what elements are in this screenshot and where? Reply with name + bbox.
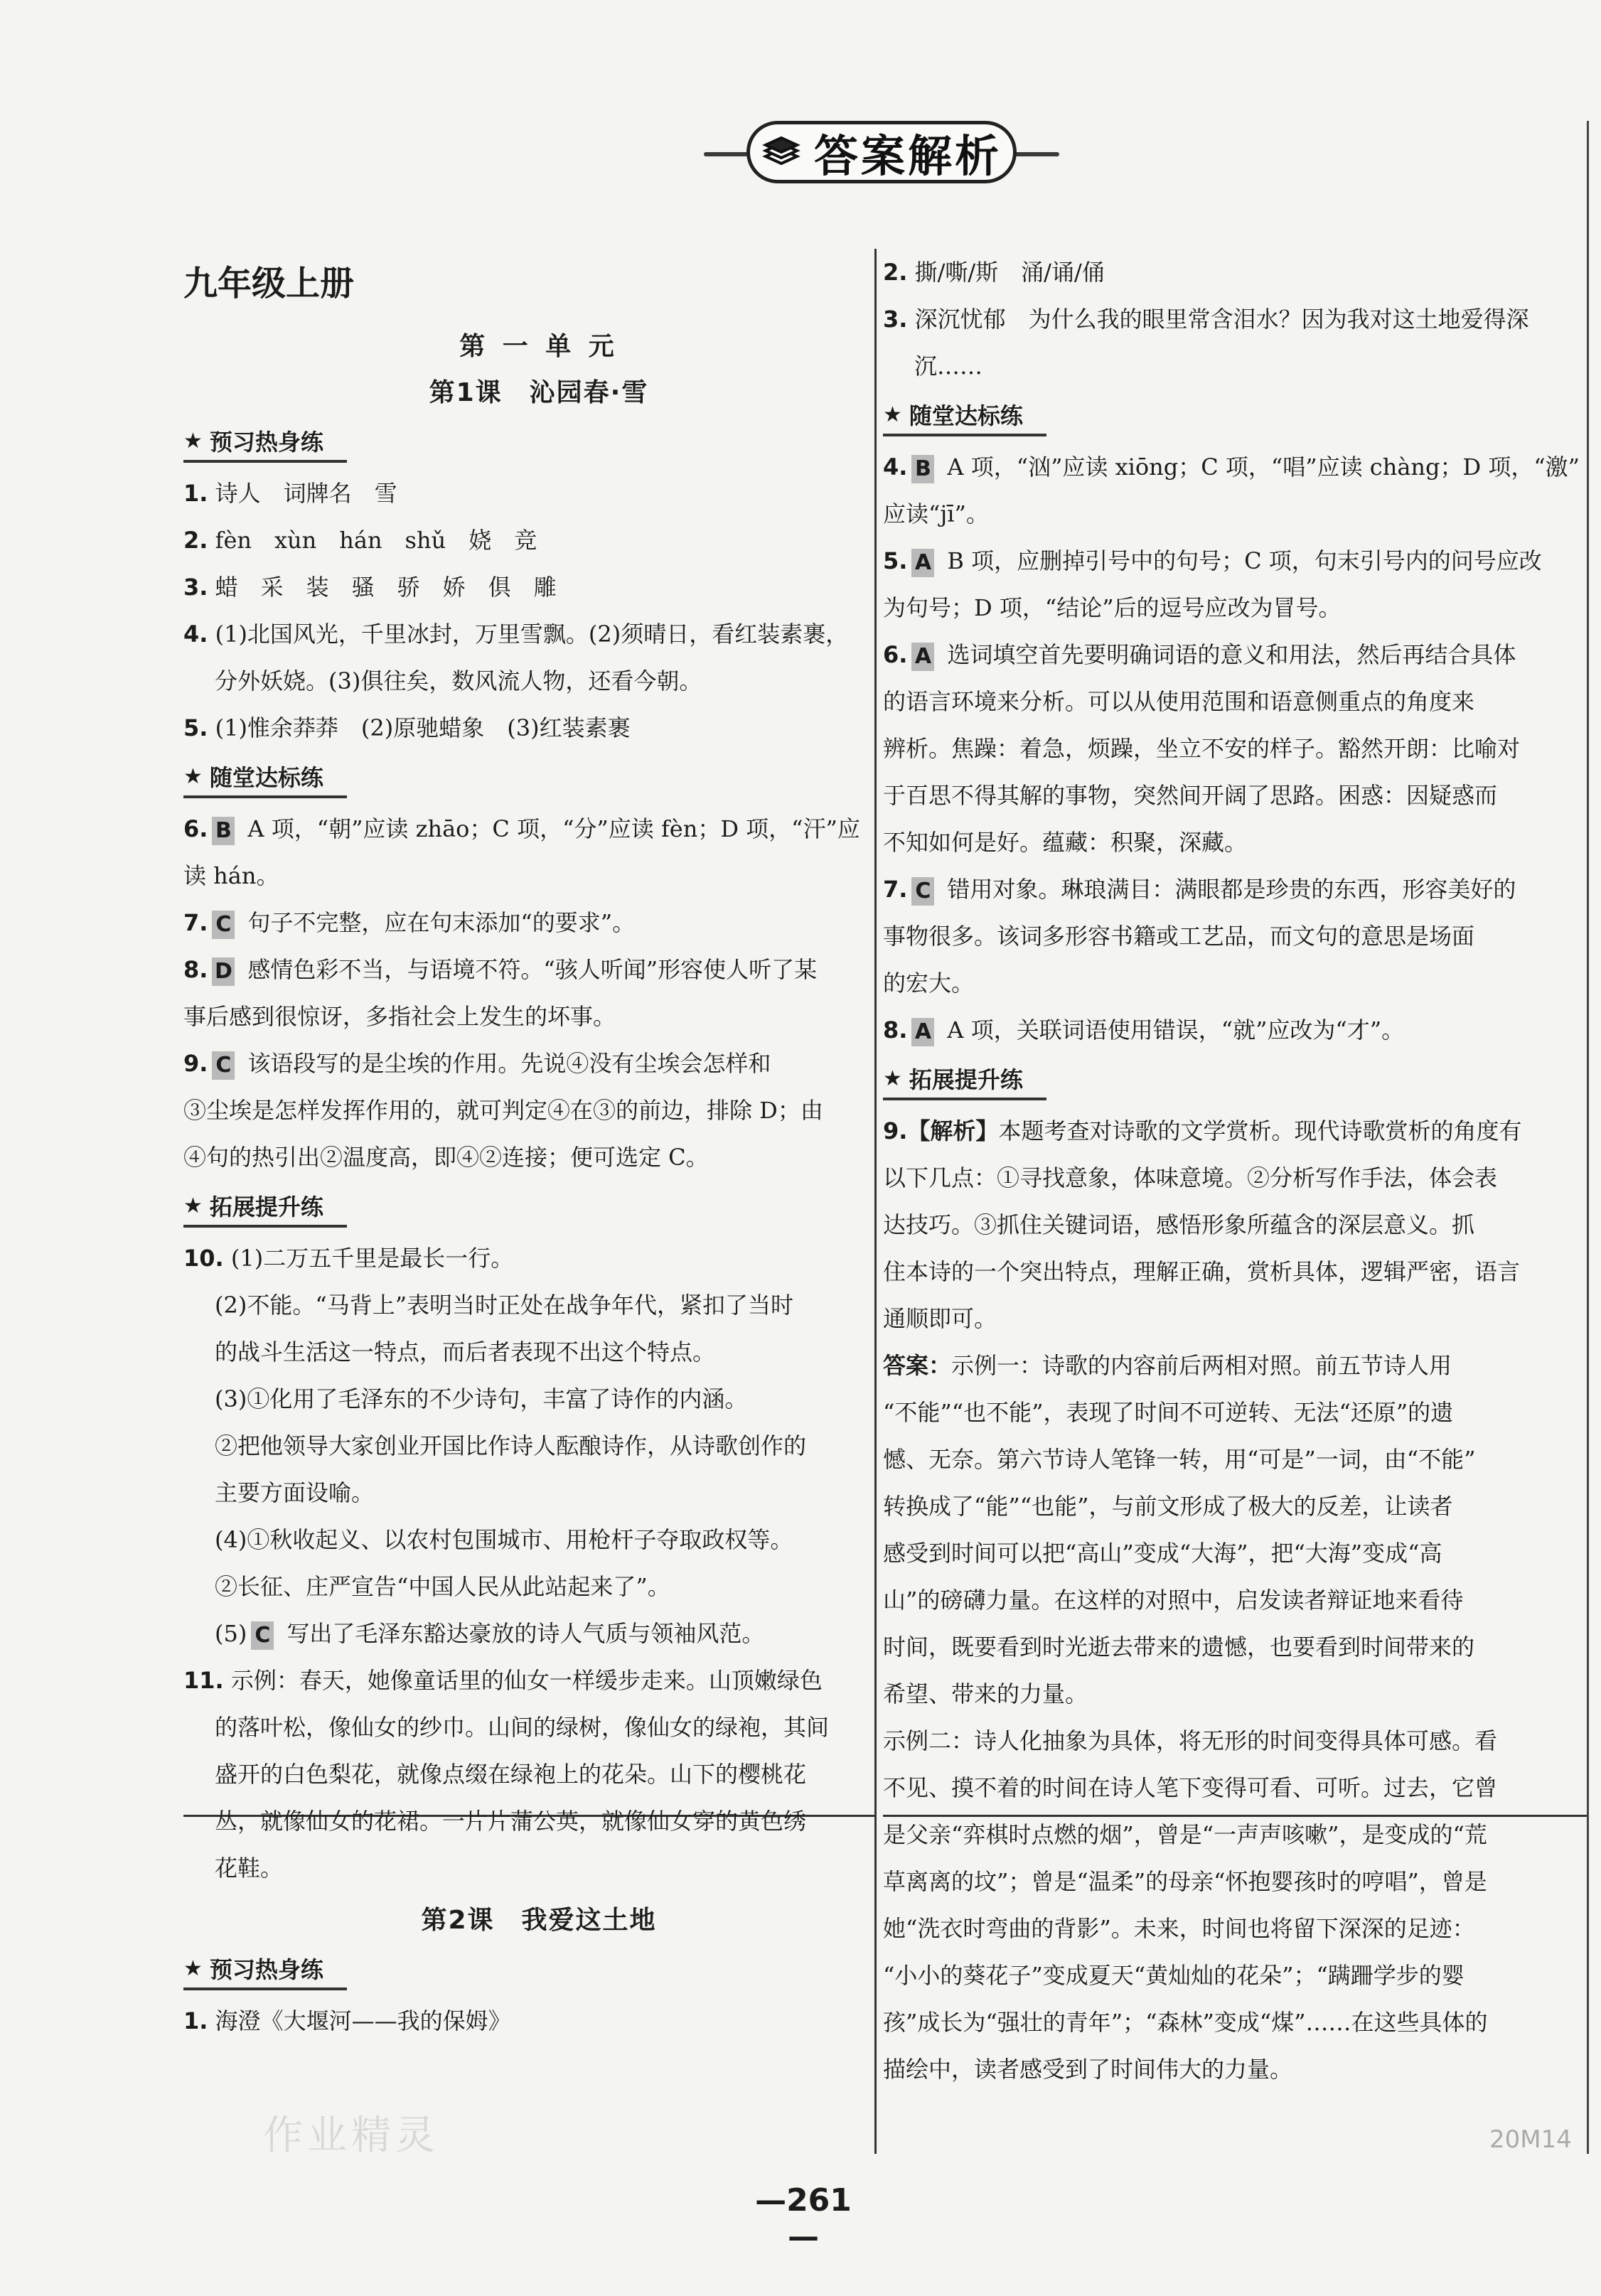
answer-line: 7. C 句子不完整，应在句末添加“的要求”。	[183, 899, 894, 946]
answer-line: 2. 撕/嘶/斯 涌/诵/俑	[883, 259, 1105, 286]
answer-line: 憾、无奈。第六节诗人笔锋一转，用“可是”一词，由“不能”	[883, 1446, 1476, 1473]
answer-line: 通顺即可。	[883, 1305, 997, 1332]
section-heading: ★ 拓展提升练	[883, 1062, 1594, 1100]
section-heading: ★ 随堂达标练	[883, 398, 1594, 436]
answer-line: 的落叶松，像仙女的纱巾。山间的绿树，像仙女的绿袍，其间	[215, 1714, 830, 1741]
star-icon: ★	[183, 1956, 203, 1981]
choice-badge: C	[911, 877, 934, 906]
choice-badge: A	[911, 549, 934, 577]
answer-line: 转换成了“能”“也能”，与前文形成了极大的反差，让读者	[883, 1493, 1453, 1520]
answer-line: 1. 诗人 词牌名 雪	[183, 480, 397, 507]
answer-line: 孩”成长为“强壮的青年”；“森林”变成“煤”……在这些具体的	[883, 2009, 1488, 2036]
answer-line: 应读“jī”。	[883, 500, 989, 527]
answer-line: “不能”“也不能”，表现了时间不可逆转、无法“还原”的遗	[883, 1399, 1454, 1426]
answer-line: 1. 海澄《大堰河——我的保姆》	[183, 2007, 511, 2034]
answer-line: 读 hán。	[183, 862, 279, 889]
answer-line: 于百思不得其解的事物，突然间开阔了思路。困惑：因疑惑而	[883, 782, 1498, 809]
star-icon: ★	[183, 763, 203, 789]
corner-mark: 20M14	[1489, 2125, 1572, 2154]
answer-line: 事物很多。该词多形容书籍或工艺品，而文句的意思是场面	[883, 923, 1475, 950]
answer-line: ④句的热引出②温度高，即④②连接；便可选定 C。	[183, 1144, 709, 1171]
answer-line: 盛开的白色梨花，就像点缀在绿袍上的花朵。山下的樱桃花	[215, 1761, 807, 1788]
answer-line: 希望、带来的力量。	[883, 1680, 1088, 1707]
header-rule-left	[704, 152, 748, 156]
answer-line: ③尘埃是怎样发挥作用的，就可判定④在③的前边，排除 D；由	[183, 1097, 823, 1124]
watermark: 作业精灵	[263, 2113, 439, 2159]
answer-line: “小小的葵花子”变成夏天“黄灿灿的花朵”；“蹒跚学步的婴	[883, 1962, 1465, 1989]
answer-line: 时间，既要看到时光逝去带来的遗憾，也要看到时间带来的	[883, 1634, 1475, 1661]
answer-line: 3. 蜡 采 装 骚 骄 娇 俱 雕	[183, 574, 557, 601]
choice-badge: C	[212, 911, 235, 939]
answer-line: 9.【解析】本题考查对诗歌的文学赏析。现代诗歌赏析的角度有	[883, 1117, 1522, 1144]
answer-line: 答案：示例一：诗歌的内容前后两相对照。前五节诗人用	[883, 1352, 1452, 1379]
section-heading: ★ 随堂达标练	[183, 760, 894, 798]
answer-line: 主要方面设喻。	[215, 1479, 375, 1506]
grade-title: 九年级上册	[183, 264, 355, 304]
answer-line: (2)不能。“马背上”表明当时正处在战争年代，紧扣了当时	[215, 1292, 794, 1319]
answer-line: 2. fèn xùn hán shǔ 娆 竞	[183, 527, 537, 554]
section-heading: ★ 预习热身练	[183, 424, 894, 463]
answer-line: 是父亲“弈棋时点燃的烟”，曾是“一声声咳嗽”，是变成的“荒	[883, 1821, 1487, 1848]
answer-line: 不见、摸不着的时间在诗人笔下变得可看、可听。过去，它曾	[883, 1774, 1498, 1801]
page-number: —261 —	[755, 2182, 852, 2255]
answer-line: 8. A A 项，关联词语使用错误，“就”应改为“才”。	[883, 1007, 1594, 1053]
answer-line: 沉……	[914, 353, 983, 380]
answer-line: 的语言环境来分析。可以从使用范围和语意侧重点的角度来	[883, 688, 1475, 715]
section-heading: ★ 预习热身练	[183, 1952, 894, 1990]
answer-line: ②长征、庄严宣告“中国人民从此站起来了”。	[215, 1573, 670, 1600]
answer-line: 8. D 感情色彩不当，与语境不符。“骇人听闻”形容使人听了某	[183, 946, 894, 993]
answer-line: 描绘中，读者感受到了时间伟大的力量。	[883, 2056, 1293, 2083]
answer-line: (3)①化用了毛泽东的不少诗句，丰富了诗作的内涵。	[215, 1385, 748, 1412]
section-heading: ★ 拓展提升练	[183, 1189, 894, 1228]
star-icon: ★	[883, 402, 902, 427]
answer-line: 11. 示例：春天，她像童话里的仙女一样缓步走来。山顶嫩绿色	[183, 1667, 823, 1694]
answer-line: 山”的磅礴力量。在这样的对照中，启发读者辩证地来看待	[883, 1587, 1464, 1614]
unit-title: 第 一 单 元	[459, 332, 619, 361]
answer-line: 7. C 错用对象。琳琅满目：满眼都是珍贵的东西，形容美好的	[883, 866, 1594, 913]
answer-line: 3. 深沉忧郁 为什么我的眼里常含泪水？因为我对这土地爱得深	[883, 306, 1529, 333]
answer-line: 丛，就像仙女的花裙。一片片蒲公英，就像仙女穿的黄色绣	[215, 1808, 807, 1835]
answer-line: 花鞋。	[215, 1855, 284, 1882]
lesson-title: 第2课 我爱这土地	[421, 1906, 657, 1935]
header-rule-right	[1015, 152, 1059, 156]
left-column	[183, 249, 894, 2044]
answer-line: 6. B A 项，“朝”应读 zhāo；C 项，“分”应读 fèn；D 项，“汗”应	[183, 805, 894, 852]
lesson-title: 第1课 沁园春·雪	[429, 378, 649, 407]
answer-line: 9. C 该语段写的是尘埃的作用。先说④没有尘埃会怎样和	[183, 1040, 894, 1087]
answer-line: 4. B A 项，“汹”应读 xiōng；C 项，“唱”应读 chàng；D 项，“激”	[883, 444, 1594, 490]
answer-line: 4. (1)北国风光，千里冰封，万里雪飘。(2)须晴日，看红装素裹，	[183, 621, 849, 648]
choice-badge: A	[911, 643, 934, 671]
answer-line: (4)①秋收起义、以农村包围城市、用枪杆子夺取政权等。	[215, 1526, 793, 1553]
answer-line: 10. (1)二万五千里是最长一行。	[183, 1245, 514, 1272]
star-icon: ★	[183, 428, 203, 454]
answer-line: 住本诗的一个突出特点，理解正确，赏析具体，逻辑严密，语言	[883, 1258, 1521, 1285]
answer-line: 达技巧。③抓住关键词语，感悟形象所蕴含的深层意义。抓	[883, 1211, 1475, 1238]
answer-line: 为句号；D 项，“结论”后的逗号应改为冒号。	[883, 594, 1342, 621]
answer-line: 的战斗生活这一特点，而后者表现不出这个特点。	[215, 1339, 716, 1366]
choice-badge: C	[212, 1051, 235, 1080]
answer-line: 分外妖娆。(3)俱往矣，数风流人物，还看今朝。	[215, 667, 702, 694]
answer-line: (5) C 写出了毛泽东豁达豪放的诗人气质与领袖风范。	[183, 1610, 894, 1657]
answer-line: 以下几点：①寻找意象，体味意境。②分析写作手法，体会表	[883, 1164, 1498, 1191]
header-badge	[746, 121, 1017, 183]
books-icon	[761, 132, 801, 172]
answer-line: ②把他领导大家创业开国比作诗人酝酿诗作，从诗歌创作的	[215, 1432, 807, 1459]
header-title: 答案解析	[813, 129, 1002, 182]
answer-line: 6. A 选词填空首先要明确词语的意义和用法，然后再结合具体	[883, 631, 1594, 678]
answer-line: 5. A B 项，应删掉引号中的句号；C 项，句末引号内的问号应改	[883, 537, 1594, 584]
page-header	[704, 121, 1059, 185]
answer-line: 草离离的坟”；曾是“温柔”的母亲“怀抱婴孩时的哼唱”，曾是	[883, 1868, 1487, 1895]
star-icon: ★	[883, 1066, 902, 1091]
answer-line: 5. (1)惟余莽莽 (2)原驰蜡象 (3)红装素裹	[183, 714, 631, 741]
choice-badge: C	[251, 1621, 274, 1650]
answer-line: 不知如何是好。蕴藏：积聚，深藏。	[883, 829, 1248, 856]
answer-line: 事后感到很惊讶，多指社会上发生的坏事。	[183, 1003, 616, 1030]
answer-line: 的宏大。	[883, 970, 975, 997]
right-column	[883, 249, 1594, 2093]
choice-badge: D	[212, 957, 235, 986]
answer-line: 感受到时间可以把“高山”变成“大海”，把“大海”变成“高	[883, 1540, 1442, 1567]
answer-line: 示例二：诗人化抽象为具体，将无形的时间变得具体可感。看	[883, 1727, 1498, 1754]
choice-badge: B	[212, 817, 235, 845]
choice-badge: B	[911, 455, 934, 483]
star-icon: ★	[183, 1193, 203, 1218]
answer-line: 辨析。焦躁：着急，烦躁，坐立不安的样子。豁然开朗：比喻对	[883, 735, 1521, 762]
answer-line: 她“洗衣时弯曲的背影”。未来，时间也将留下深深的足迹：	[883, 1915, 1475, 1942]
choice-badge: A	[911, 1018, 934, 1046]
